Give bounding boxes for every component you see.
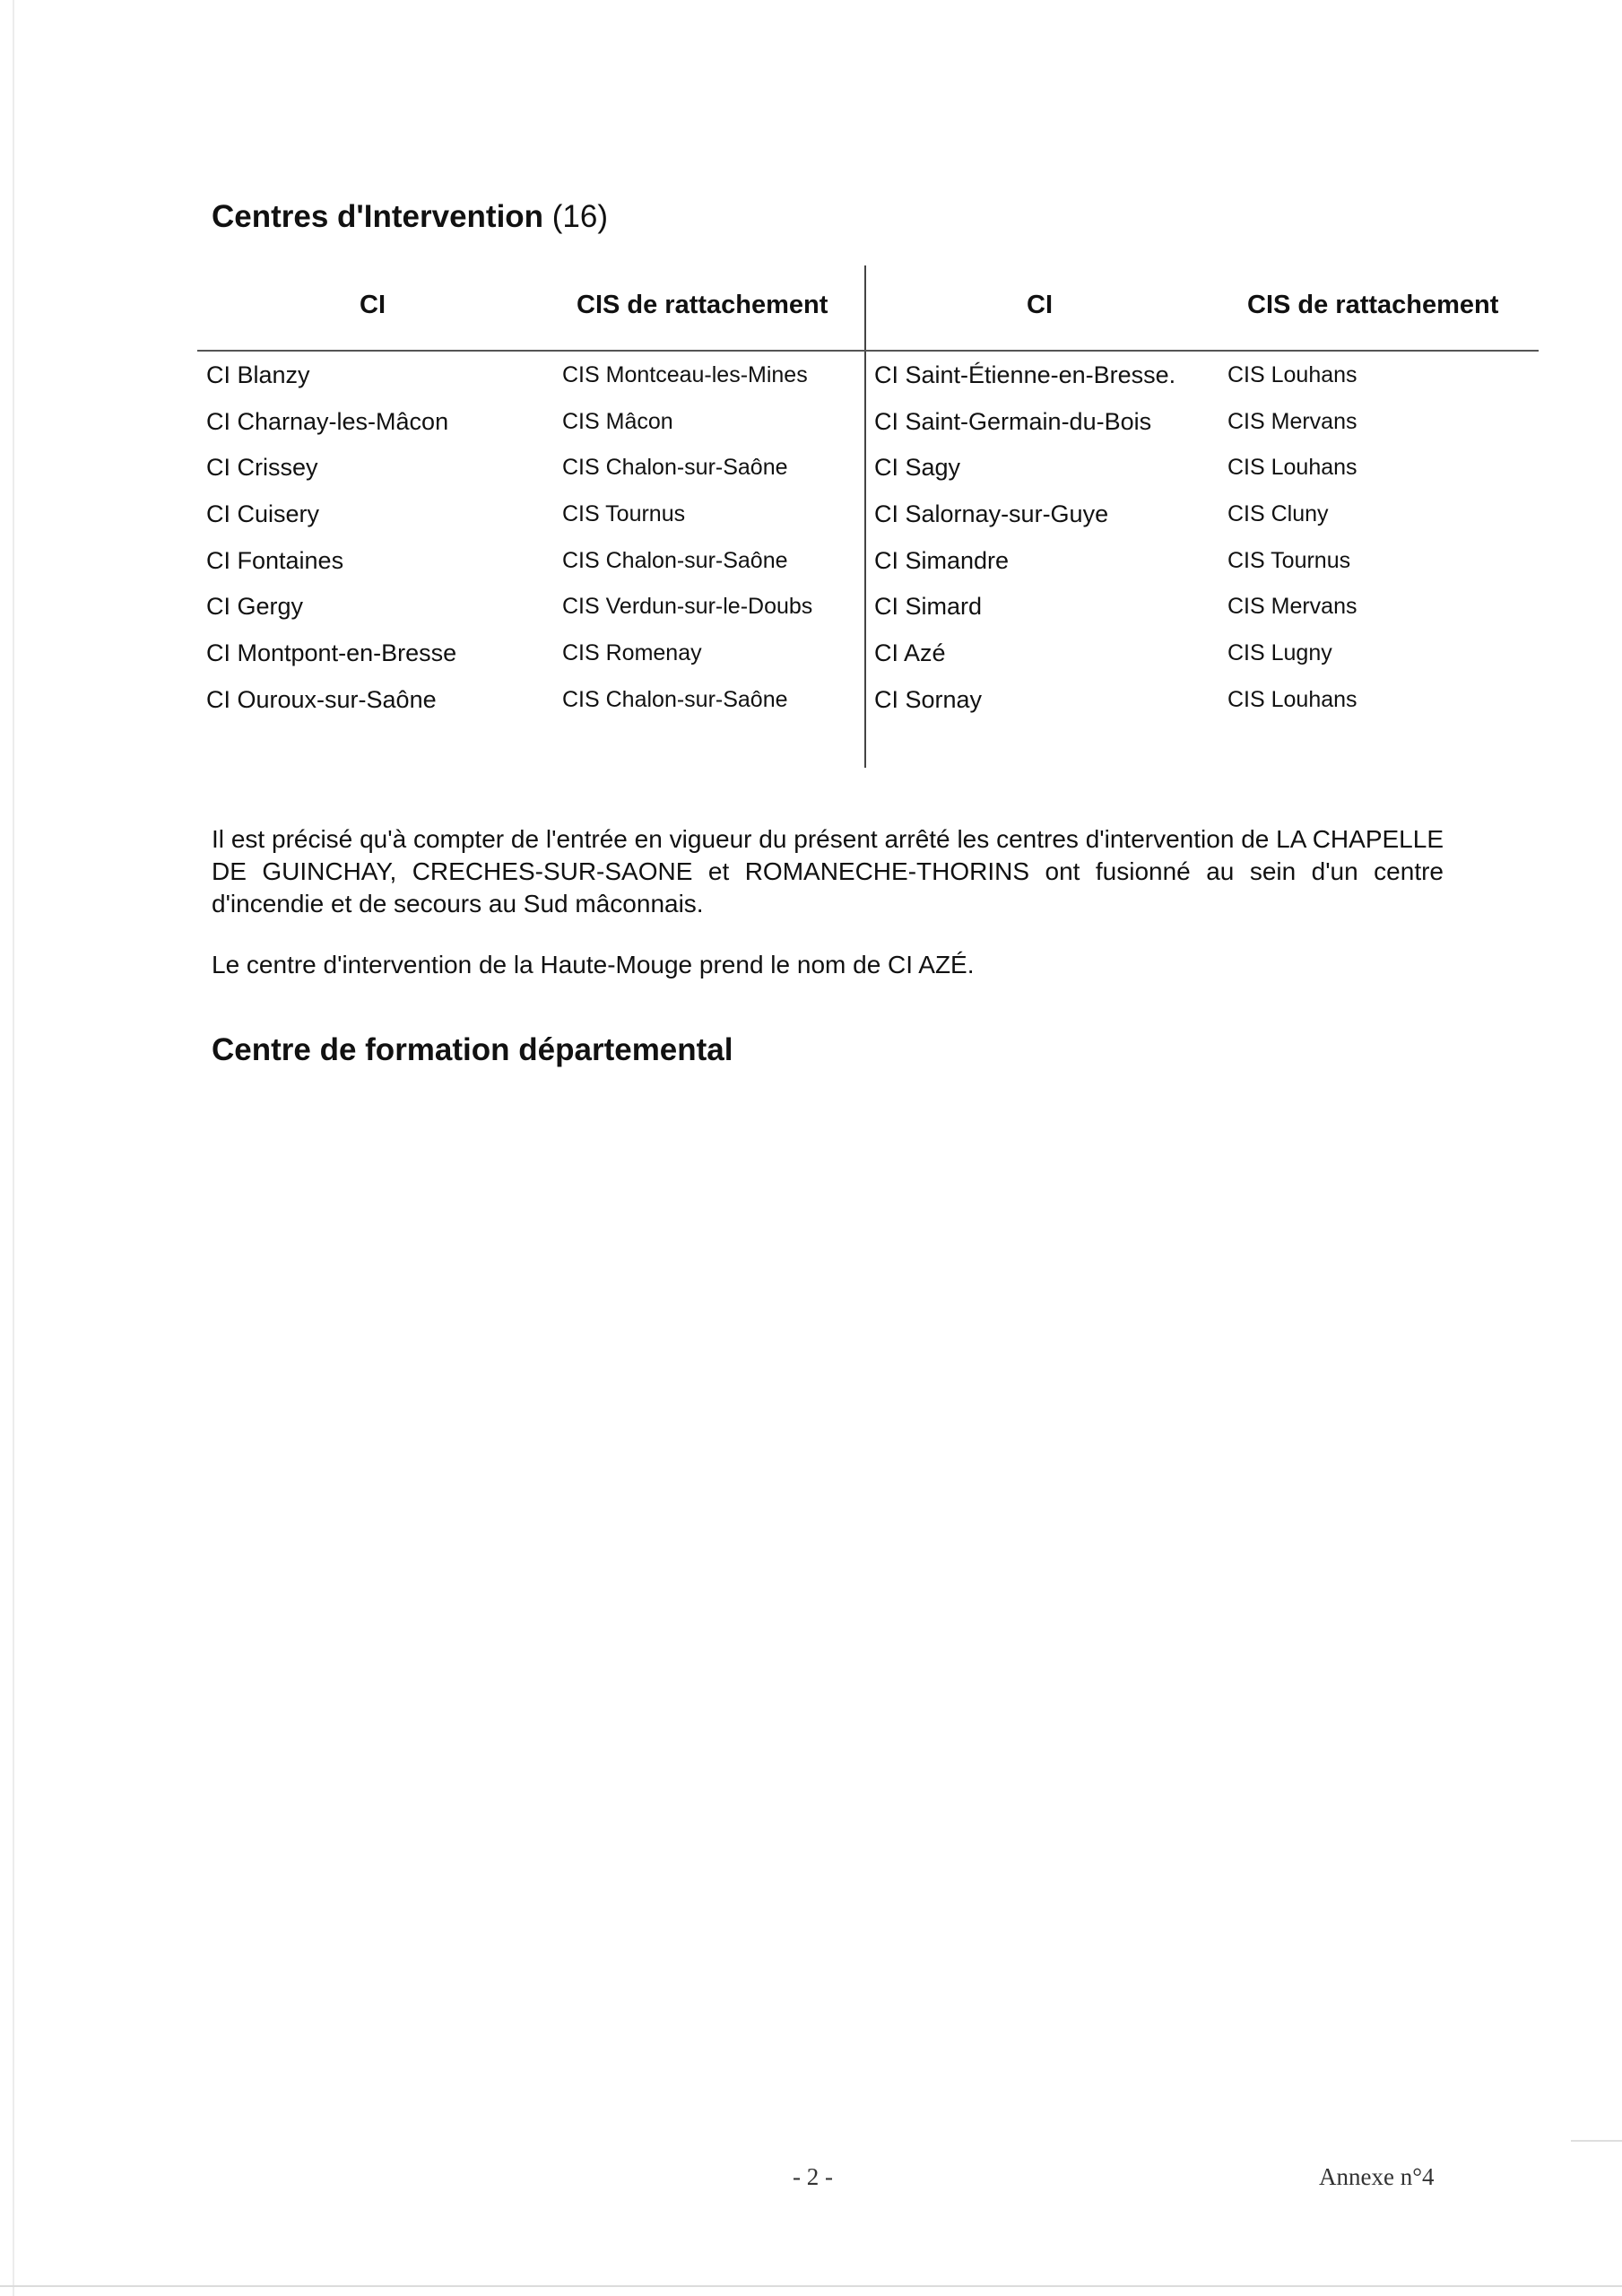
table-cell-cis: CIS Louhans [1227, 455, 1357, 481]
scan-right-mark [1571, 2140, 1622, 2142]
table-row [0, 637, 1622, 683]
section-title-centre-formation: Centre de formation départemental [212, 1032, 733, 1067]
table-cell-ci: CI Fontaines [206, 546, 344, 574]
table-row [0, 590, 1622, 637]
table-cell-cis: CIS Montceau-les-Mines [562, 362, 808, 387]
table-cell-cis: CIS Verdun-sur-le-Doubs [562, 594, 813, 620]
section-title-count: (16) [551, 199, 609, 234]
table-cell-ci: CI Cuisery [206, 500, 320, 528]
table-cell-cis: CIS Lugny [1227, 640, 1332, 666]
table-cell-cis: CIS Mervans [1227, 594, 1357, 620]
table-body [0, 359, 1622, 730]
paragraph-fusion-notice: Il est précisé qu'à compter de l'entrée en vigueur du présent arrêté les centres d'intervention de LA CHAPELLE DE GUINCHAY, CRECHES-SUR-SAONE et ROMANECHE-THORINS ont fusionné au sein d'un centre d'incendie et de secours au Sud mâconnais. [212, 825, 1444, 918]
table-cell-cis: CIS Chalon-sur-Saône [562, 547, 788, 573]
table-cell-cis: CIS Louhans [1227, 362, 1357, 387]
table-cell-ci: CI Saint-Étienne-en-Bresse. [874, 361, 1176, 388]
table-header-cis-right: CIS de rattachement [1247, 291, 1499, 319]
table-header-cis-left: CIS de rattachement [577, 291, 828, 319]
table-cell-ci: CI Sornay [874, 685, 983, 713]
table-header-ci-left: CI [360, 291, 386, 319]
table-cell-cis: CIS Tournus [1227, 547, 1351, 573]
table-header-ci-right: CI [1027, 291, 1053, 319]
table-cell-ci: CI Crissey [206, 454, 318, 482]
page-number: - 2 - [793, 2163, 833, 2190]
table-row [0, 451, 1622, 498]
table-cell-ci: CI Blanzy [206, 361, 310, 388]
table-cell-ci: CI Simandre [874, 546, 1010, 574]
table-cell-cis: CIS Chalon-sur-Saône [562, 455, 788, 481]
table-row [0, 683, 1622, 730]
table-cell-ci: CI Charnay-les-Mâcon [206, 407, 449, 435]
annex-label: Annexe n°4 [1319, 2163, 1435, 2190]
table-cell-cis: CIS Mervans [1227, 408, 1357, 434]
scan-left-edge [13, 0, 14, 2296]
table-cell-ci: CI Montpont-en-Bresse [206, 639, 457, 667]
table-cell-cis: CIS Mâcon [562, 408, 673, 434]
table-cell-cis: CIS Louhans [1227, 686, 1357, 712]
table-cell-ci: CI Saint-Germain-du-Bois [874, 407, 1152, 435]
table-header-rule [197, 350, 1539, 352]
table-row [0, 498, 1622, 544]
table-cell-ci: CI Sagy [874, 454, 961, 482]
table-cell-ci: CI Ouroux-sur-Saône [206, 685, 437, 713]
paragraph-rename-notice: Le centre d'intervention de la Haute-Mouge prend le nom de CI AZÉ. [212, 951, 975, 978]
table-cell-cis: CIS Cluny [1227, 501, 1329, 527]
table-cell-cis: CIS Chalon-sur-Saône [562, 686, 788, 712]
table-row [0, 544, 1622, 591]
section-title-centres-intervention [212, 199, 608, 235]
table-row [0, 359, 1622, 405]
scan-bottom-edge [0, 2285, 1622, 2287]
table-row [0, 405, 1622, 452]
table-cell-ci: CI Azé [874, 639, 946, 667]
table-cell-cis: CIS Tournus [562, 501, 686, 527]
section-title-text: Centres d'Intervention [212, 199, 544, 234]
table-cell-cis: CIS Romenay [562, 640, 702, 666]
table-cell-ci: CI Simard [874, 593, 983, 621]
table-cell-ci: CI Gergy [206, 593, 304, 621]
table-cell-ci: CI Salornay-sur-Guye [874, 500, 1109, 528]
